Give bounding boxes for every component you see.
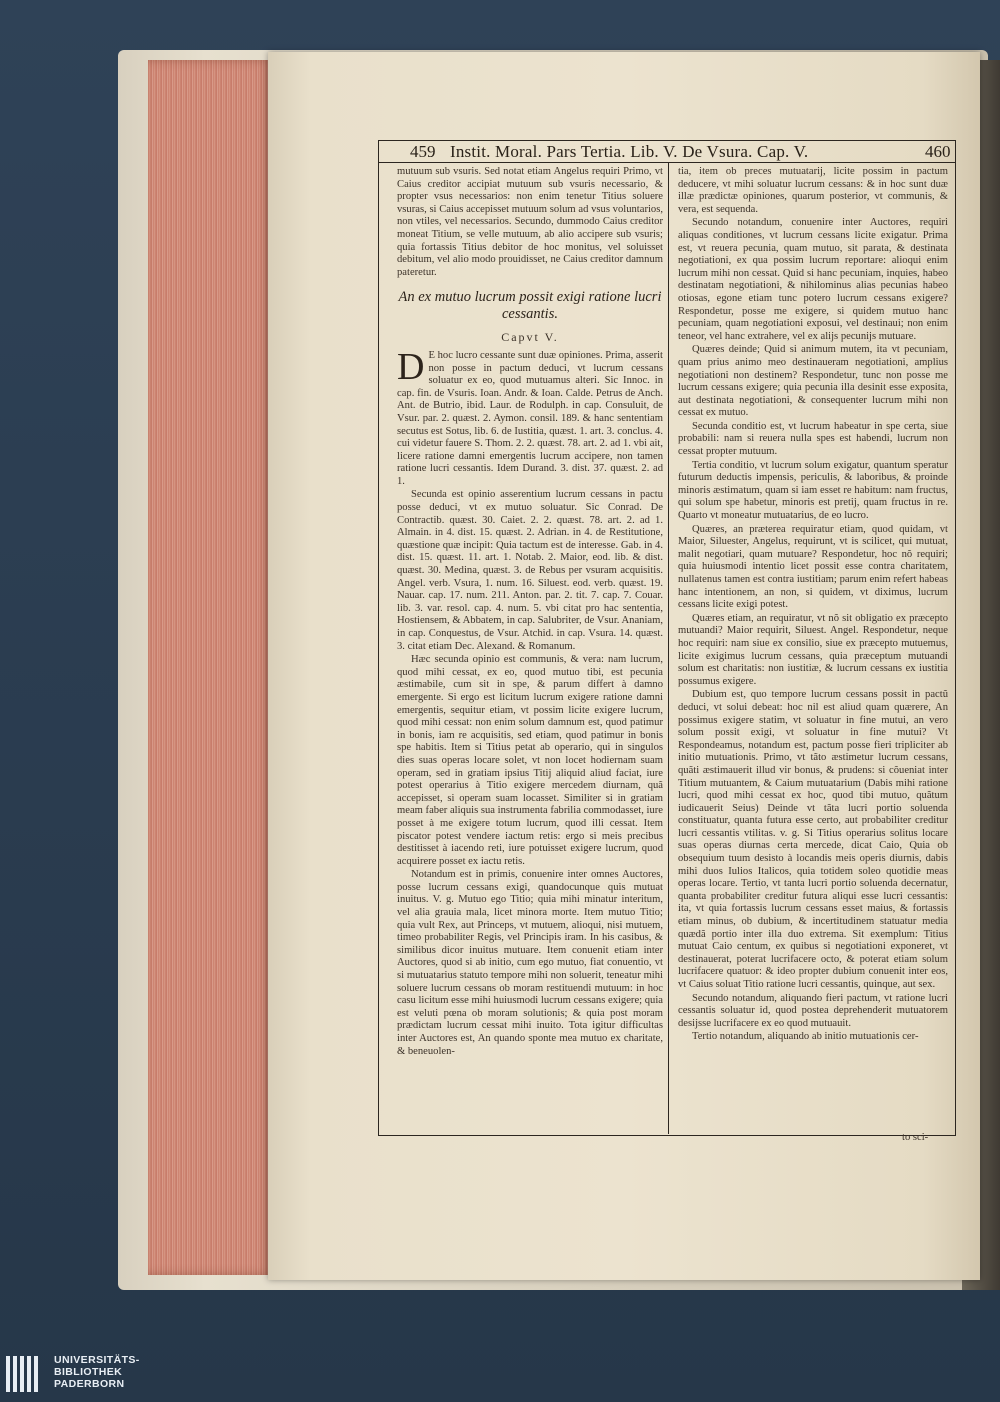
column-divider — [668, 162, 669, 1134]
paragraph-1 — [397, 345, 663, 489]
page-number-right: 460 — [925, 142, 951, 161]
paragraph-r5: Tertia conditio, vt lucrum solum exigatur, quantum speratur futurum deductis impensis, periculis, & laboribus, & proinde minoris æstimatum, quam si iam esset re habitum: nam fructus, qui solum spe habetur, minoris est pretij, quam fructus in re. Quarto vt moneatur mutuatarius, de eo lucro. — [678, 459, 948, 522]
intro-paragraph: mutuum sub vsuris. Sed notat etiam Angelus requiri Primo, vt Caius creditor accipiat mutuum sub vsuris necessario, & propter vsus necessarios: non enim tenetur Titius soluere vsuras, si Caius accepisset mutuum solum ad vsus voluntarios, non vtiles, vel necessarios. Secundo, dummodo Caius creditor moneat Titium, se velle mutuum, ab alio accipere sub vsuris; quia fortassis Titius debitor de hoc monitus, vel soluisset debitum, vel alio modo prouidisset, ne Caius creditor damnum pateretur. — [397, 166, 663, 278]
paragraph-r10: Tertio notandum, aliquando ab initio mutuationis cer- — [692, 1031, 919, 1043]
paragraph-r2: Secundo notandum, conuenire inter Auctores, requiri aliquas conditiones, vt lucrum cessans licite exigatur. Prima est, vt reuera pecunia, quam mutuo, sit parata, & destinata negotiationi, ex qua possim lucrum reportare: alioqui enim lucrum mihi non cessat. Quid si hanc pecuniam, inquies, habeo destinatam negotiationi, & nihilominus alias pecunias habeo otiosas, egone etiam tunc potero lucrum cessans exigere? Respondetur, posse me exigere, si quidem mutuo hanc pecuniam, quam negotiationi exposui, vel destinaui; non enim teneor, vel hanc extrahere, vel ex alijs pecunijs mutuare. — [678, 217, 948, 342]
library-logo — [6, 1354, 156, 1396]
chapter-heading: An ex mutuo lucrum possit exigi ratione lucri cessantis. — [398, 289, 662, 323]
right-column — [678, 166, 948, 1045]
caput-label: Capvt V. — [501, 330, 559, 345]
paragraph-r4: Secunda conditio est, vt lucrum habeatur in spe certa, siue probabili: nam si reuera nulla spes est habendi, lucrum non cessat propter mutuum. — [678, 420, 948, 458]
logo-line-1: UNIVERSITÄTS- — [54, 1354, 140, 1366]
paragraph-1-text: E hoc lucro cessante sunt duæ opiniones. Prima, asserit non posse in pactum deduci, vt lucrum cessans soluatur ex eo, quod mutuamus alteri. Sic Innoc. in cap. fin. de Vsuris. Ioan. Andr. & Ioan. Calde. Petrus de Anch. Ant. de Butrio, ibid. Laur. de Rodulph. in cap. Consuluit, de Vsur. par. 2. quæst. 2. Aymon. consil. 189. & hanc sententiam secutus est Sotus, lib. 6. de Iustitia, quæst. 1. art. 3. conclus. 4. cui videtur fauere S. Thom. 2. 2. quæst. 78. art. 2. ad 1. vbi ait, licere ratione damni emergentis lucrum accipere, non tamen ratione lucri cessantis. Idem Durand. 3. dist. 37. quæst. 2. ad 1. — [397, 349, 663, 487]
paragraph-2: Secunda est opinio asserentium lucrum cessans in pactu posse deduci, vt ex mutuo soluatur. Sic Conrad. De Contractib. quæst. 30. Caiet. 2. 2. quæst. 78. art. 2. ad 1. Almain. in 4. dist. 15. quæst. 2. Adrian. in 4. de Restitutione, quæstione quæ incipit: Quia tactum est de interesse. Gab. in 4. dist. 15. quæst. 11. art. 1. Notab. 2. Maior, eod. lib. & dist. quæst. 30. Medina, quæst. 3. de Rebus per vsuram acquisitis. Angel. verb. Vsura, 1. num. 16. Siluest. eod. verb. quæst. 19. Nauar. cap. 17. num. 211. Anton. par. 2. tit. 7. cap. 7. Couar. lib. 3. var. resol. cap. 4. num. 5. vbi citat pro hac sententia, Hostiensem, & Abbatem, in cap. Salubriter, de Vsur. Ananiam, in cap. Conquestus, de Vsur. Atchid. in cap. Vsura. 14. quæst. 3. citat etiam Dec. Alexand. & Romanum. — [397, 489, 663, 652]
paragraph-r1: tia, item ob preces mutuatarij, licite possim in pactum deducere, vt mihi soluatur lucrum cessans: & in hoc sunt duæ illæ prædictæ opiniones, quarum posterior, vt communis, & vera, est sequenda. — [678, 166, 948, 215]
page-edge-red — [148, 60, 273, 1275]
paragraph-r8: Dubium est, quo tempore lucrum cessans possit in pactũ deduci, vt solui debeat: hoc nil est aliud quam quærere, An possimus exigere statim, vt soluatur in fine mutui, an vero solum possit exigi, vt soluatur in fine mutui? Vt Respondeamus, notandum est, pactum posse fieri tripliciter ab initio mutuationis. Primo, vt tãto æstimetur lucrum cessans, quãti æstimauerit illud vir bonus, & prudens: si cõueniat inter Titium mutuantem, & Caium mutuatarium (Dabis mihi ratione lucri, quod mihi cessat ex hoc, quod tibi mutuo, quãtum iudicauerit Seius) Deinde vt tãta lucri portio soluenda constituatur, quanta futura esse certo, aut probabiliter creditur lucri cessantis vtilitas. v. g. Si Titius operarius solitus locare suas operas diurnas certa mercede, dicat Caio, Quia ob obsequium tuum desisto à locandis meis operis diurnis, dabis mihi duos Iulios Italicos, quia totidem soleo quotidie meas operas locare. Tertio, vt tanta lucri portio soluenda decernatur, quanta probabiliter creditur futura aliqui esse lucri cessantis: ita, vt quia fortassis lucrum cessans esset maius, & fortassis etiam minus, ob dubium, & incertitudinem statuatur media quædã portio inter illa duo extrema. Sit exemplum: Titius mutuat Caio centum, ex quibus si negotiationi exponeret, vt destinauerat, poterat lucrifacere octo, & poterat etiam solum lucrifacere quatuor: & ideo propter dubium conuenit inter eos, vt Caius soluat Titio ratione lucri cessantis, quinque, aut sex. — [678, 689, 948, 990]
paragraph-3: Hæc secunda opinio est communis, & vera: nam lucrum, quod mihi cessat, ex eo, quod mutuo tibi, est pecunia æstimabile, cum sit in spe, & parum differt à damno emergente. Si ergo est licitum lucrum exigere ratione damni emergentis, sequitur etiam, vt possim licite exigere lucrum, quod mihi cessat: non enim solum damnum est, quod patimur in bonis, iam re acquisitis, sed etiam, quod patimur in bonis spe habitis. Item si Titius petat ab operario, qui in singulos dies suas operas locare solet, vt non locet hodiernam suam operam, sed in gratiam ipsius Titij aliquid aliud faciat, iure potest operarius à Titio exigere mercedem diurnam, quã accepisset, si operam suam locasset. Similiter si in gratiam meam faber aliquis sua instrumenta fabrilia commodasset, iure posset à me exigere totum lucrum, quod illi cessat. Item piscator potest vendere iactum retis: ergo si meis precibus destitisset à iacendo reti, iure potuisset exigere lucrum, quod acquirere posset ex iactu retis. — [397, 654, 663, 867]
paragraph-r3: Quæres deinde; Quid si animum mutem, ita vt pecuniam, quam prius animo meo destinaueram negotiationi, amplius negotiationi non destinem? Respondetur, tunc non posse me lucrum cessans exigere; quia pecunia illa desinit esse exposita, aut destinata negotiationi, & consequenter lucrum mihi non cessat ex mutuo. — [678, 344, 948, 419]
running-title: Instit. Moral. Pars Tertia. Lib. V. De Vsura. Cap. V. — [450, 142, 809, 161]
paragraph-4: Notandum est in primis, conuenire inter omnes Auctores, posse lucrum cessans exigi, quandocunque quis mutuat inuitus. V. g. Mutuo ego Titio; quia mihi minatur interitum, vel alia grauia mala, licet minora morte. Item mutuo Titio; quia vult Rex, aut Princeps, vt mutuem, alioqui, nisi mutuem, timeo probabiliter Regis, vel Principis iram. In his casibus, & similibus dicor inuitus mutuare. Item conuenit etiam inter Auctores, quod si ab initio, cum ego mutuo, fiat conuentio, vt si mutuatarius statuto tempore mihi non soluerit, teneatur mihi soluere lucrum cessans ob moram restituendi mutuum: in hoc casu licitum esse mihi huiusmodi lucrum cessans exigere; quia est veluti pœna ob moram solutionis; & quia post moram prædictam lucrum cessat mihi inuito. Tota igitur difficultas inter Auctores est, An quando sponte mea mutuo ex charitate, & beneuolen- — [397, 869, 663, 1057]
paragraph-r6: Quæres, an præterea requiratur etiam, quod quidam, vt Maior, Siluester, Angelus, requirunt, vt is scilicet, qui mutuat, malit negotiari, quam mutuare? Respondetur, hoc nõ requiri; quia huiusmodi intentio licet possit esse contra charitatem, nullatenus tamen est contra iustitiam; parum enim refert habeas hanc intentionem, an non, si quidem, vt diximus, lucrum cessans licite exigi potest. — [678, 523, 948, 611]
page-number-left: 459 — [410, 142, 436, 161]
library-logo-text — [54, 1354, 140, 1390]
library-logo-icon — [6, 1356, 44, 1392]
logo-line-3: PADERBORN — [54, 1378, 125, 1390]
logo-line-2: BIBLIOTHEK — [54, 1366, 123, 1378]
running-head — [380, 142, 954, 162]
header-rule — [378, 162, 956, 163]
paragraph-r9: Secundo notandum, aliquando fieri pactum, vt ratione lucri cessantis soluatur id, quod postea deprehenderit mutuatorem desijsse lucrifacere ex eo quod mutuauit. — [678, 992, 948, 1029]
paragraph-r7: Quæres etiam, an requiratur, vt nõ sit obligatio ex præcepto mutuandi? Maior requirit, Siluest. Angel. Respondetur, neque hoc requiri: nam siue ex consilio, siue ex præcepto mutuemus, licite exigimus lucrum cessans, quia præceptum mutuandi solum est charitatis: non iustitiæ, & lucrum cessans ex iustitia possumus exigere. — [678, 612, 948, 687]
catchword: to sci- — [902, 1132, 929, 1143]
drop-initial: D — [397, 345, 425, 388]
left-column — [397, 166, 663, 1059]
